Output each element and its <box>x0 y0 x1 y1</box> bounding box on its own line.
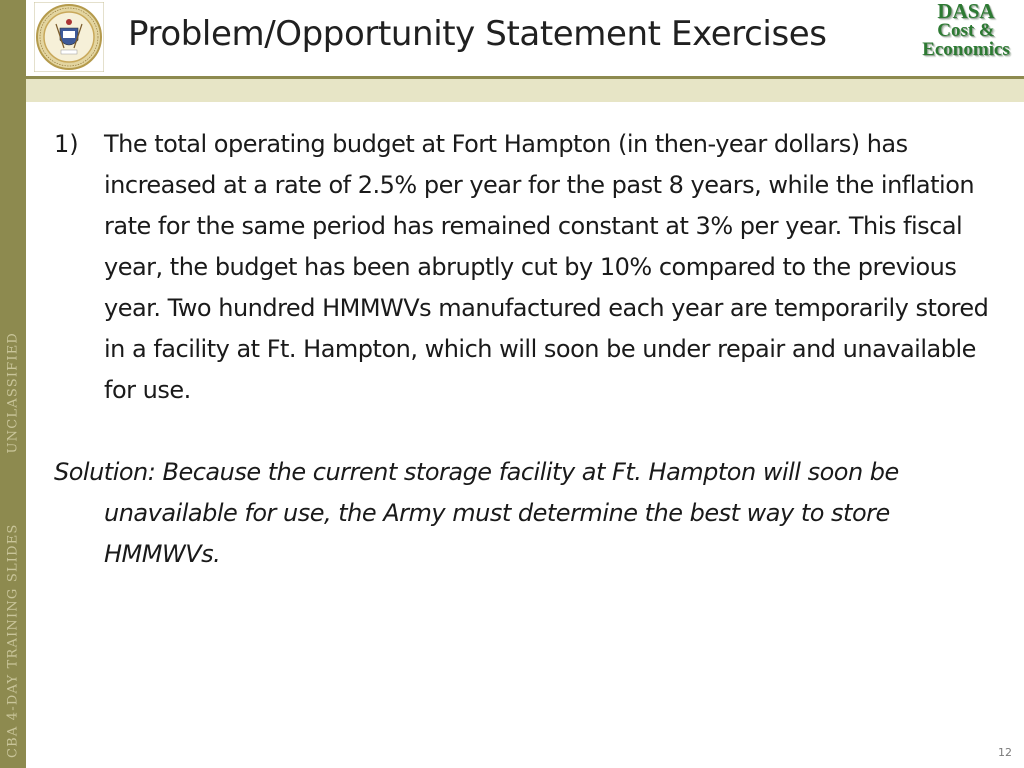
logo-line-2: Cost & <box>937 20 995 41</box>
exercise-number: 1) <box>54 130 79 158</box>
slide-title: Problem/Opportunity Statement Exercises <box>128 14 827 54</box>
exercise-text: The total operating budget at Fort Hampton (in then-year dollars) has increased at a rate of 2.5% per year for the past 8 years, while the inflation rate for the same period has remained constant at 3% per year. This fiscal year, the budget has been abruptly cut by 10% compared to the previous year. Two hundred HMMWVs manufactured each year are temporarily stored in a facility at Ft. Hampton, which will soon be under repair and unavailable for use. <box>104 130 989 404</box>
exercise-item <box>54 124 1004 411</box>
side-course-label: CBA 4-DAY TRAINING SLIDES <box>5 523 21 759</box>
logo-line-1: DASA <box>937 0 995 23</box>
header-band <box>26 79 1024 102</box>
dasa-logo <box>910 2 1022 68</box>
army-seal-icon <box>34 2 104 72</box>
page-number: 12 <box>998 746 1012 759</box>
side-classification-label: UNCLASSIFIED <box>5 331 21 454</box>
solution-text: Solution: Because the current storage facility at Ft. Hampton will soon be unavailable for use, the Army must determine the best way to store HMMWVs. <box>54 458 899 568</box>
slide-body <box>54 124 1004 575</box>
logo-line-3: Economics <box>922 39 1010 60</box>
side-watermark <box>6 332 21 758</box>
